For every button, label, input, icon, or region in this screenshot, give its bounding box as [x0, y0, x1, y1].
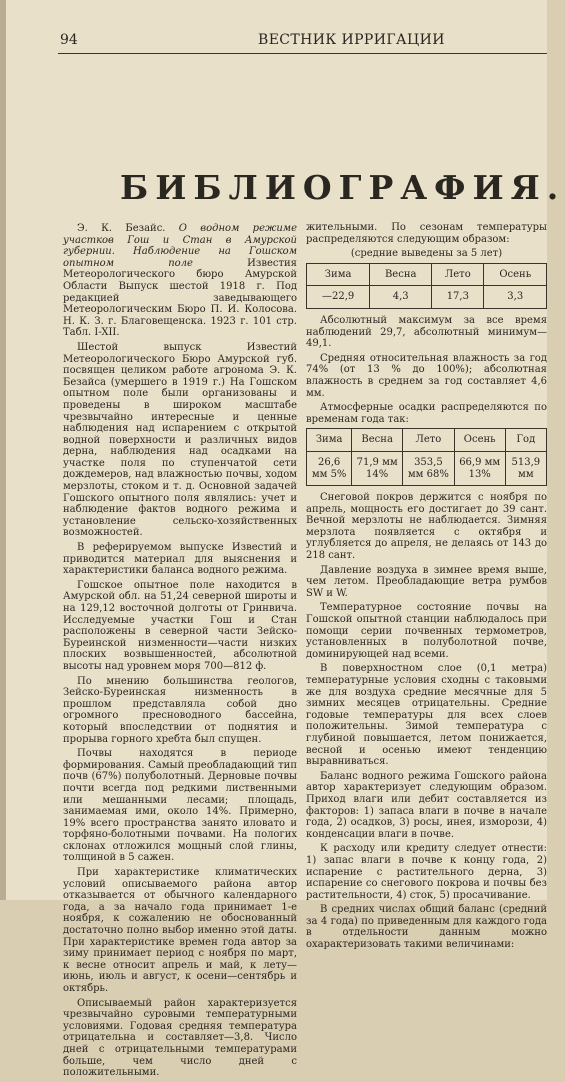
table-header-cell: Лето: [432, 263, 484, 286]
left-column: [63, 223, 297, 1082]
paragraph: Описываемый район характеризуется чрезвычайно суровыми температурными условиями. Годовая средняя температура отрицательна и составляет—3,8. Число дней с отрицательными температурами больше, чем число дней с положительными.: [63, 997, 297, 1079]
reference-author: Э. К. Безайс.: [77, 223, 166, 234]
paragraph: Атмосферные осадки распределяются по временам года так:: [306, 402, 547, 425]
table-header-cell: Зима: [307, 429, 352, 452]
table-value-cell: 17,3: [432, 286, 484, 309]
running-header-title: ВЕСТНИК ИРРИГАЦИИ: [258, 32, 445, 48]
temperature-table-header: [307, 263, 547, 286]
table-header-cell: Зима: [307, 263, 370, 286]
table-header-cell: Осень: [484, 263, 547, 286]
page-number: 94: [60, 32, 78, 48]
precipitation-table-header: [307, 429, 547, 452]
paragraph: В реферируемом выпуске Известий и приводится материал для выяснения и характеристики баланса водного режима.: [63, 542, 297, 577]
paragraph: (средние выведены за 5 лет): [350, 248, 503, 260]
paragraph: Шестой выпуск Известий Метеорологического Бюро Амурской губ. посвящен целиком работе агронома Э. К. Безайса (умершего в 1919 г.) На Гошском опытном поле были организованы и проведены в широком масштабе чрезвычайно интересные и ценные наблюдения над испарением с открытой водной поверхности и различных видов дерна, наблюдения над осадками на участке поля по ступенчатой сети дождемеров, над влажностью почвы, ходом мерзлоты, стоком и т. д. Основной задачей Гошского опытного поля являлись: учет и наблюдение фактов водного режима и установление сельско-хозяйственных возможностей.: [63, 341, 297, 539]
paragraph: Снеговой покров держится с ноября по апрель, мощность его достигает до 39 сант. Вечной мерзлоты не наблюдается. Зимняя мерзлота появляется с октября и углубляется до апреля, не делаясь от 143 до 218 сант.: [306, 492, 547, 562]
table-value-cell: —22,9: [307, 286, 370, 309]
paragraph: Температурное состояние почвы на Гошской опытной станции наблюдалось при помощи серии почвенных термометров, установленных в полуболотной почве, доминирующей над всеми.: [306, 602, 547, 660]
paragraph: В средних числах общий баланс (средний за 4 года) по приведенным для каждого года в отдельности данным можно охарактеризовать такими величинами:: [306, 904, 547, 951]
table-header-cell: Осень: [454, 429, 505, 452]
paragraph: Гошское опытное поле находится в Амурской обл. на 51,24 северной широты и на 129,12 восточной долготы от Гринвича. Исследуемые участки Гош и Стан расположены в северной части Зейско-Буреинской низменности—части низких плоских возвышенностей, абсолютной высоты над уровнем моря 700—812 ф.: [63, 579, 297, 672]
table-value-cell: 353,5 мм 68%: [403, 451, 455, 485]
header-rule: [58, 53, 547, 54]
temperature-table-values: [307, 286, 547, 309]
table-value-cell: 26,6 мм 5%: [307, 451, 352, 485]
reference-details: Известия Метеорологического бюро Амурской Области Выпуск шестой 1918 г. Под редакцией заведывающего Метеорологическим Бюро П. И. Колосова. Н. К. З. г. Благовещенска. 1923 г. 101 стр. Табл. I-XII.: [63, 257, 297, 339]
precipitation-table: [306, 428, 547, 486]
paragraph: При характеристике климатических условий описываемого района автор отказывается от обычного календарного года, а за начало года принимает 1-е ноября, к сожалению не обоснованный достаточно полно выбор именно этой даты. При характеристике времен года автор за зиму принимает период с ноября по март, к весне относит апрель и май, к лету—июнь, июль и август, к осени—сентябрь и октябрь.: [63, 867, 297, 994]
table-value-cell: 513,9 мм: [505, 451, 546, 485]
table-value-cell: 71,9 мм 14%: [352, 451, 403, 485]
paragraph: жительными. По сезонам температуры распределяются следующим образом:: [306, 222, 547, 245]
table-value-cell: 3,3: [484, 286, 547, 309]
table-value-cell: 66,9 мм 13%: [454, 451, 505, 485]
right-column-intro: [306, 222, 547, 260]
right-column-body: [306, 492, 547, 951]
precipitation-table-values: [307, 451, 547, 485]
table-header-cell: Лето: [403, 429, 455, 452]
paragraph: Абсолютный максимум за все время наблюдений 29,7, абсолютный минимум—49,1.: [306, 314, 547, 350]
table-header-cell: Весна: [352, 429, 403, 452]
right-column: [306, 222, 547, 954]
right-column-humidity: [306, 315, 547, 425]
paragraph: Баланс водного режима Гошского района автор характеризует следующим образом. Приход влаги или дебит составляется из факторов: 1) запаса влаги в почве в начале года, 2) осадков, 3) росы, инея, изморози, 4) конденсации влаги в почве.: [306, 770, 547, 840]
section-title: БИБЛИОГРАФИЯ.: [120, 168, 565, 207]
paragraph: Почвы находятся в периоде формирования. Самый преобладающий тип почв (67%) полуболотный. Дерновые почвы почти всегда под редкими лиственными или мешанными лесами; площадь, занимаемая ими, около 14%. Примерно, 19% всего пространства занято иловато и торфяно-болотными почвами. На пологих склонах отложился мощный слой глины, толщиной в 5 сажен.: [63, 748, 297, 864]
table-value-cell: 4,3: [370, 286, 432, 309]
paragraph: В поверхностном слое (0,1 метра) температурные условия сходны с таковыми же для воздуха средние месячные для 5 зимних месяцев отрицательны. Средние годовые температуры для всех слоев положительны. Зимой температура с глубиной повышается, летом понижается, весной и осенью имеют тенденцию выравниваться.: [306, 663, 547, 768]
table-header-cell: Год: [505, 429, 546, 452]
reference-entry: [63, 223, 297, 339]
table-header-cell: Весна: [370, 263, 432, 286]
paragraph: К расходу или кредиту следует отнести: 1) запас влаги в почве к концу года, 2) испарение с растительного дерна, 3) испарение со снегового покрова и почвы без растительности, 4) сток, 5) просачивание.: [306, 843, 547, 901]
reference-title: О водном режиме участков Гош и Стан в Амурской губернии. Наблюдение на Гошском опытном поле: [63, 223, 298, 269]
paragraph: Давление воздуха в зимнее время выше, чем летом. Преобладающие ветра румбов SW и W.: [306, 564, 547, 599]
temperature-table: [306, 263, 547, 309]
paragraph: Средняя относительная влажность за год 74% (от 13 % до 100%); абсолютная влажность в среднем за год составляет 4,6 мм.: [306, 352, 547, 399]
page-spine-shadow: [0, 0, 6, 900]
paragraph: По мнению большинства геологов, Зейско-Буреинская низменность в прошлом представляла собой дно огромного пресноводного бассейна, который впоследствии от поднятия и прорыва горного хребта был спущен.: [63, 675, 297, 745]
